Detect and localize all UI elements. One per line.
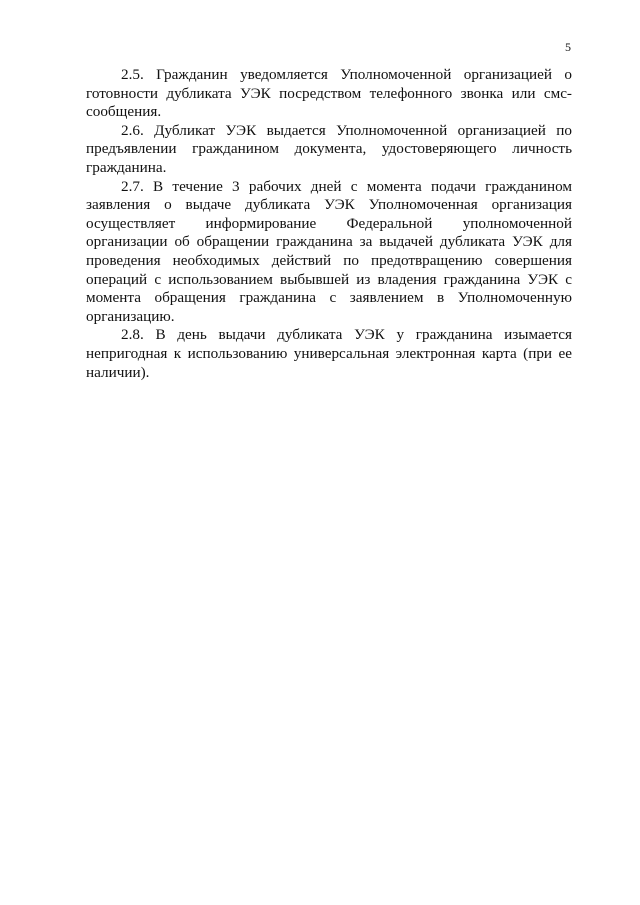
paragraph-2-6: 2.6. Дубликат УЭК выдается Уполномоченной организацией по предъявлении гражданином документа, удостоверяющего личность гражданина. <box>86 121 572 176</box>
paragraph-2-7: 2.7. В течение 3 рабочих дней с момента подачи гражданином заявления о выдаче дубликата УЭК Уполномоченная организация осуществляет информирование Федеральной уполномоченной организации об обращении гражданина за выдачей дубликата УЭК для проведения необходимых действий по предотвращению совершения операций с использованием выбывшей из владения гражданина УЭК с момента обращения гражданина с заявлением в Уполномоченную организацию. <box>86 177 572 325</box>
paragraph-2-5: 2.5. Гражданин уведомляется Уполномоченной организацией о готовности дубликата УЭК посредством телефонного звонка или смс-сообщения. <box>86 66 572 121</box>
document-body <box>86 66 572 382</box>
page-number: 5 <box>565 40 571 54</box>
paragraph-2-8: 2.8. В день выдачи дубликата УЭК у гражданина изымается непригодная к использованию универсальная электронная карта (при ее наличии). <box>86 326 572 381</box>
